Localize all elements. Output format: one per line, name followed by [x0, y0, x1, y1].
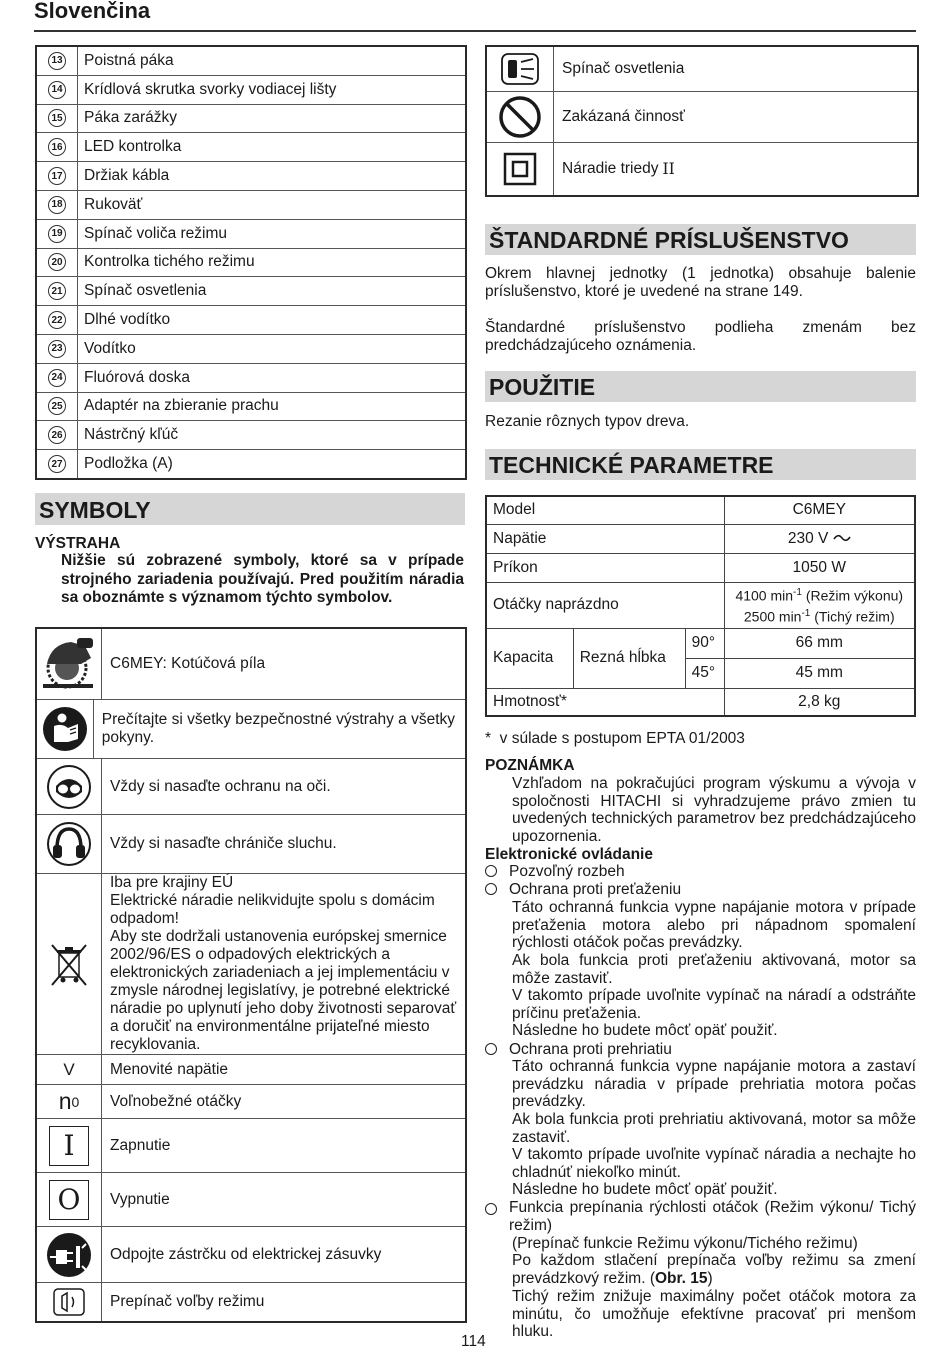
part-label: Páka zarážky [84, 109, 178, 127]
weee-line-2: Elektrické náradie nelikvidujte spolu s domácim odpadom! [110, 892, 435, 927]
electronics-item-overload: Ochrana proti preťaženiu [485, 881, 681, 899]
voltage-value: 230 V [787, 529, 829, 547]
class-ii-icon [487, 143, 554, 195]
usage-heading: POUŽITIE [485, 371, 916, 402]
electronics-title: Elektronické ovládanie [485, 846, 653, 863]
part-label: Vodítko [84, 339, 136, 357]
spec-value-power: 1050 W [724, 553, 915, 582]
standard-accessories-p2: Štandardné príslušenstvo podlieha zmenám bez predchádzajúceho oznámenia. [485, 319, 916, 354]
symbol-row-class2 [487, 143, 917, 195]
spec-row-voltage [486, 524, 915, 553]
spec-depth-90: 66 mm [724, 628, 915, 658]
spec-row-capacity-90 [486, 628, 915, 658]
spec-row-power [486, 553, 915, 582]
spec-value-model: C6MEY [724, 496, 915, 524]
part-label: Adaptér na zbieranie prachu [84, 397, 279, 415]
parts-list-row [37, 335, 465, 364]
part-number: 16 [37, 133, 78, 161]
read-manual-icon [37, 700, 94, 758]
part-number: 13 [37, 47, 78, 75]
overload-p4: Následne ho budete môcť opäť použiť. [512, 1022, 778, 1039]
symbol-row-read [37, 700, 465, 759]
spec-footnote: * v súlade s postupom EPTA 01/2003 [485, 730, 745, 747]
part-label: Podložka (A) [84, 455, 173, 473]
symbol-text-weee [102, 874, 460, 1054]
warning-title: VÝSTRAHA [35, 535, 121, 552]
part-label: LED kontrolka [84, 138, 182, 156]
no-load-speed-symbol [37, 1085, 102, 1118]
part-label: Dlhé vodítko [84, 311, 171, 329]
weee-line-1: Iba pre krajiny EÚ [110, 874, 234, 891]
symbols-table [35, 627, 467, 1323]
weee-line-3: Aby ste dodržali ustanovenia európskej smernice 2002/96/ES o odpadových elektrických a elektronických zariadeniach a jej implementáciu v zmysle národnej legislatívy, je potrebné elektrické náradie po uplynutí jeho doby životnosti separovať a doručiť na environmentálne prijateľné miesto recyklovania. [110, 928, 457, 1053]
overheat-p3: V takomto prípade uvoľnite vypínač náradia a nechajte ho chladnúť niekoľko minút. [512, 1146, 916, 1181]
part-label: Kontrolka tichého režimu [84, 253, 255, 271]
right-symbols-table [485, 45, 919, 197]
mode-switch-icon [37, 1283, 102, 1321]
bullet-icon [485, 883, 497, 895]
spec-label-cut-depth: Rezná hĺbka [573, 628, 685, 688]
bullet-icon [485, 1043, 497, 1055]
bullet-icon [485, 1203, 497, 1215]
symbol-label-no-load-speed: Voľnobežné otáčky [110, 1092, 242, 1110]
bullet-icon [485, 865, 497, 877]
overload-p2: Ak bola funkcia proti preťaženiu aktivovaná, motor sa môže zastaviť. [512, 952, 916, 987]
spec-label-weight: Hmotnosť* [486, 688, 724, 716]
parts-list-row [37, 450, 465, 478]
symbol-row-no-load-speed [37, 1085, 465, 1119]
prohibited-icon [487, 92, 554, 142]
part-label: Nástrčný kľúč [84, 426, 179, 444]
symbol-row-on [37, 1119, 465, 1173]
note-title: POZNÁMKA [485, 757, 575, 774]
spec-label-model: Model [486, 496, 724, 524]
symbols-heading: SYMBOLY [35, 493, 465, 525]
parts-list [35, 45, 467, 480]
symbol-label-light: Spínač osvetlenia [562, 60, 685, 77]
spec-value-voltage [724, 524, 915, 553]
part-number: 14 [37, 76, 78, 104]
symbol-row-weee [37, 874, 465, 1055]
hearing-protection-icon [37, 815, 102, 873]
part-number: 21 [37, 277, 78, 305]
weee-bin-icon [37, 874, 102, 1054]
n-subscript: 0 [71, 1093, 80, 1110]
spec-value-speed [724, 582, 915, 628]
unplug-icon [37, 1227, 102, 1282]
eye-protection-icon [37, 759, 102, 814]
symbol-row-voltage [37, 1055, 465, 1085]
light-switch-icon [487, 47, 554, 91]
symbol-label-off: Vypnutie [110, 1190, 170, 1208]
part-number: 19 [37, 220, 78, 248]
part-number: 17 [37, 162, 78, 190]
parts-list-row [37, 249, 465, 278]
spec-angle-45: 45° [685, 658, 724, 688]
spec-depth-45: 45 mm [724, 658, 915, 688]
class2-prefix: Náradie triedy [562, 160, 659, 177]
symbol-row-ear [37, 815, 465, 874]
part-label: Poistná páka [84, 51, 174, 69]
usage-text: Rezanie rôznych typov dreva. [485, 413, 690, 430]
part-label: Fluórová doska [84, 368, 190, 386]
overheat-p4: Následne ho budete môcť opäť použiť. [512, 1181, 778, 1198]
part-number: 27 [37, 450, 78, 478]
circular-saw-icon [37, 629, 102, 699]
parts-list-row [37, 306, 465, 335]
spec-label-voltage: Napätie [486, 524, 724, 553]
symbol-label-unplug: Odpojte zástrčku od elektrickej zásuvky [110, 1245, 382, 1263]
symbol-row-unplug [37, 1227, 465, 1283]
overheat-p1: Táto ochranná funkcia vypne napájanie motora a zastaví prevádzku náradia v prípade prehriatia motora počas prevádzky. [512, 1058, 916, 1110]
header-rule [34, 30, 916, 32]
speed-power-mode: 4100 $\min^{-1}$ (Režim výkonu) [735, 587, 904, 604]
symbol-label-voltage: Menovité napätie [110, 1060, 229, 1078]
symbol-label-prohibited: Zakázaná činnosť [562, 108, 685, 125]
power-off-icon [37, 1173, 102, 1226]
parts-list-row [37, 105, 465, 134]
speed-switch-p2: Po každom stlačení prepínača voľby režimu sa zmení prevádzkový režim. (Obr. 15) [512, 1252, 916, 1287]
part-number: 15 [37, 105, 78, 133]
spec-angle-90: 90° [685, 628, 724, 658]
part-label: Spínač voliča režimu [84, 224, 228, 242]
page-number: 114 [461, 1333, 486, 1350]
spec-value-weight: 2,8 kg [724, 688, 915, 716]
part-number: 22 [37, 306, 78, 334]
speed-silent-mode: 2500 $\min^{-1}$ (Tichý režim) [743, 608, 895, 625]
n-glyph: n [58, 1088, 72, 1114]
standard-accessories-heading: ŠTANDARDNÉ PRÍSLUŠENSTVO [485, 224, 916, 255]
spec-row-weight [486, 688, 915, 716]
specs-table [485, 495, 916, 717]
overload-p3: V takomto prípade uvoľnite vypínač na náradí a odstráňte príčinu preťaženia. [512, 987, 916, 1022]
parts-list-row [37, 277, 465, 306]
symbol-label-class2 [554, 143, 675, 195]
part-label: Držiak kábla [84, 167, 170, 185]
symbol-row-eye [37, 759, 465, 815]
electronics-item-overheat: Ochrana proti prehriatiu [485, 1041, 672, 1059]
symbol-label-on: Zapnutie [110, 1136, 171, 1154]
symbol-label-ear: Vždy si nasaďte chrániče sluchu. [110, 835, 337, 852]
spec-label-power: Príkon [486, 553, 724, 582]
parts-list-row [37, 191, 465, 220]
symbol-row-saw [37, 629, 465, 700]
symbol-label-saw: C6MEY: Kotúčová píla [110, 655, 266, 672]
parts-list-row [37, 220, 465, 249]
spec-label-capacity: Kapacita [486, 628, 573, 688]
symbol-label-read: Prečítajte si všetky bezpečnostné výstrahy a všetky pokyny. [101, 711, 456, 746]
note-text: Vzhľadom na pokračujúci program výskumu a vývoja v spoločnosti HITACHI si vyhradzujeme právo zmien tu uvedených technických parametrov bez predchádzajúceho upozornenia. [512, 775, 916, 845]
parts-list-row [37, 76, 465, 105]
symbol-label-eye: Vždy si nasaďte ochranu na oči. [110, 777, 331, 795]
part-label: Rukoväť [84, 195, 143, 213]
part-number: 20 [37, 249, 78, 277]
parts-list-row [37, 47, 465, 76]
spec-row-model [486, 496, 915, 524]
part-number: 18 [37, 191, 78, 219]
on-glyph: I [49, 1126, 89, 1166]
class2-roman: II [662, 160, 675, 178]
symbol-row-mode [37, 1283, 465, 1321]
part-number: 25 [37, 393, 78, 421]
warning-text: Nižšie sú zobrazené symboly, ktoré sa v prípade strojného zariadenia používajú. Pred použitím náradia sa oboznámte s významom týchto symbolov. [61, 552, 464, 606]
part-number: 26 [37, 421, 78, 449]
overload-p1: Táto ochranná funkcia vypne napájanie motora v prípade preťaženia motora alebo pri nápadnom spomalení rýchlosti otáčok počas prevádzky. [512, 899, 916, 951]
parts-list-row [37, 364, 465, 393]
speed-switch-p3: Tichý režim znižuje maximálny počet otáčok motora za minútu, čo umožňuje efektívne pracovať pri menšom hluku. [512, 1288, 916, 1340]
ac-wave-icon [833, 533, 851, 543]
part-number: 24 [37, 364, 78, 392]
standard-accessories-p1: Okrem hlavnej jednotky (1 jednotka) obsahuje balenie príslušenstvo, ktoré je uvedené na strane 149. [485, 265, 916, 300]
part-number: 23 [37, 335, 78, 363]
overheat-p2: Ak bola funkcia proti prehriatiu aktivovaná, motor sa môže zastaviť. [512, 1111, 916, 1146]
parts-list-row [37, 133, 465, 162]
parts-list-row [37, 421, 465, 450]
power-on-icon [37, 1119, 102, 1172]
part-label: Krídlová skrutka svorky vodiacej lišty [84, 80, 337, 98]
electronics-item-speed-switch: Funkcia prepínania rýchlosti otáčok (Režim výkonu/ Tichý režim) [485, 1199, 916, 1234]
parts-list-row [37, 162, 465, 191]
spec-row-speed [486, 582, 915, 628]
off-glyph: O [49, 1180, 89, 1220]
voltage-symbol: V [37, 1055, 102, 1084]
symbol-row-off [37, 1173, 465, 1227]
page-title: Slovenčina [34, 0, 151, 23]
specs-heading: TECHNICKÉ PARAMETRE [485, 449, 916, 480]
electronics-item-soft-start: Pozvoľný rozbeh [485, 863, 625, 881]
part-label: Spínač osvetlenia [84, 282, 207, 300]
symbol-row-light [487, 47, 917, 92]
parts-list-row [37, 393, 465, 422]
symbol-row-prohibited [487, 92, 917, 143]
spec-label-speed: Otáčky naprázdno [486, 582, 724, 628]
symbol-label-mode: Prepínač voľby režimu [110, 1293, 265, 1310]
speed-switch-p1: (Prepínač funkcie Režimu výkonu/Tichého režimu) [512, 1235, 858, 1252]
